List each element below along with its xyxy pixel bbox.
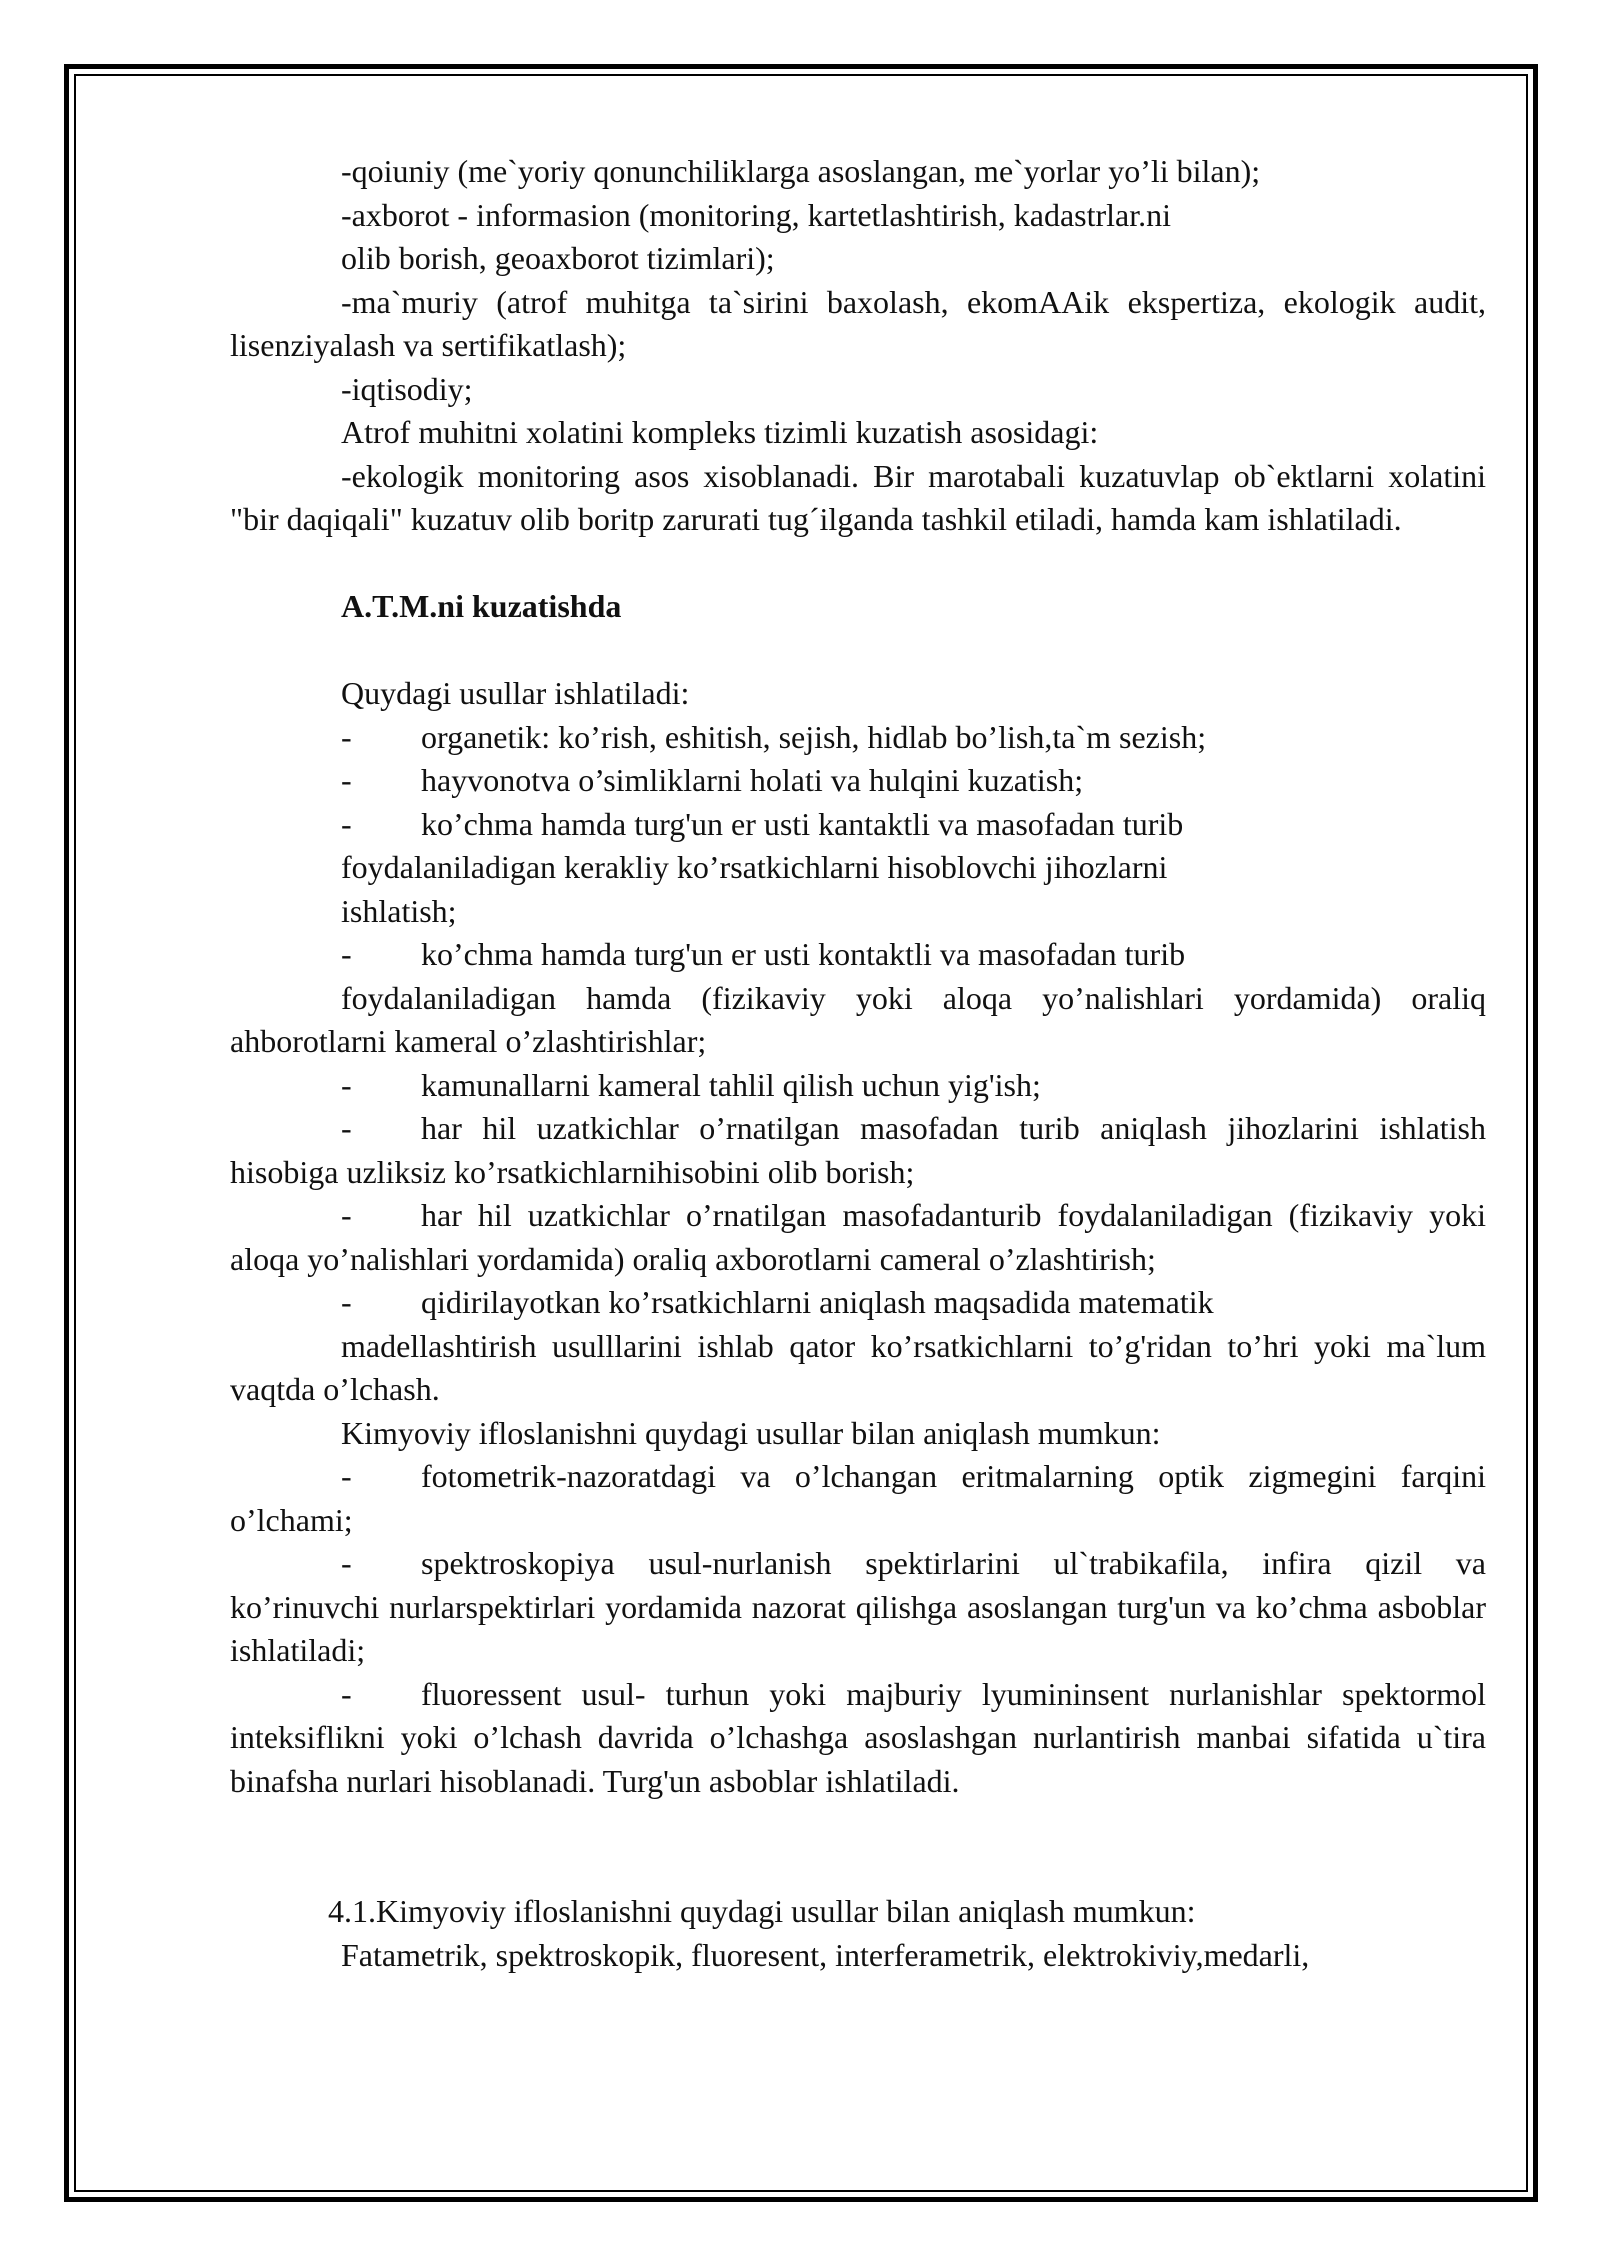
list-item-cont: madellashtirish usulllarini ishlab qator ko’rsatkichlarni to’g'ridan to’hri yoki ma`lum vaqtda o’lchash. (230, 1327, 1486, 1407)
list-item: - har hil uzatkichlar o’rnatilgan masofadan turib aniqlash jihozlarini ishlatish hisobiga uzliksiz ko’rsatkichlarnihisobini olib borish; (230, 1110, 1486, 1190)
paragraph-information-cont: olib borish, geoaxborot tizimlari); (341, 240, 775, 276)
list-item: - organetik: ko’rish, eshitish, sejish, hidlab bo’lish,ta`m sezish; (341, 718, 1207, 755)
list-item: - qidirilayotkan ko’rsatkichlarni aniqlash maqsadida matematik (341, 1284, 1214, 1320)
list-item-cont: foydalaniladigan hamda (fizikaviy yoki aloqa yo’nalishlari yordamida) oraliq ahborotlarni kameral o’zlashtirishlar; (230, 979, 1486, 1059)
list-item: - hayvonotva o’simliklarni holati va hulqini kuzatish; (341, 762, 1084, 798)
list-item: - fotometrik-nazoratdagi va o’lchangan eritmalarning optik zigmegini farqini o’lchami; (230, 1458, 1486, 1538)
list-item: - ko’chma hamda turg'un er usti kontaktli va masofadan turib (341, 936, 1186, 972)
chemical-intro: Kimyoviy ifloslanishni quydagi usullar bilan aniqlash mumkun: (341, 1414, 1161, 1451)
list-item-cont: ishlatish; (341, 892, 457, 929)
section-title: 4.1.Kimyoviy ifloslanishni quydagi usullar bilan aniqlash mumkun: (328, 1893, 1196, 1929)
list-item: - kamunallarni kameral tahlil qilish uchun yig'ish; (341, 1066, 1041, 1103)
list-item: - har hil uzatkichlar o’rnatilgan masofadanturib foydalaniladigan (fizikaviy yoki aloqa yo’nalishlari yordamida) oraliq axborotlarni cameral o’zlashtirish; (230, 1197, 1486, 1277)
document-body (230, 150, 1486, 1977)
methods-intro: Quydagi usullar ishlatiladi: (341, 675, 690, 711)
paragraph-legal: -qoiuniy (me`yoriy qonunchiliklarga asoslangan, me`yorlar yo’li bilan); (341, 153, 1261, 189)
paragraph-administrative: -ma`muriy (atrof muhitga ta`sirini baxolash, ekomAAik ekspertiza, ekologik audit, lisenziyalash va sertifikatlash); (230, 283, 1486, 363)
list-item: - fluoressent usul- turhun yoki majburiy lyumininsent nurlanishlar spektormol inteksiflikni yoki o’lchash davrida o’lchashga asoslashgan nurlantirish manbai sifatida u`tira binafsha nurlari hisoblanadi. Turg'un asboblar ishlatiladi. (230, 1675, 1486, 1799)
list-item: - ko’chma hamda turg'un er usti kantaktli va masofadan turib (341, 805, 1184, 842)
list-item-cont: foydalaniladigan kerakliy ko’rsatkichlarni hisoblovchi jihozlarni (341, 849, 1168, 885)
paragraph-information: -axborot - informasion (monitoring, kartetlashtirish, kadastrlar.ni (341, 196, 1172, 233)
list-item: - spektroskopiya usul-nurlanish spektirlarini ul`trabikafila, infira qizil va ko’rinuvchi nurlarspektirlari yordamida nazorat qilishga asoslangan turg'un va ko’chma asboblar ishlatiladi; (230, 1545, 1486, 1668)
section-text: Fatametrik, spektroskopik, fluoresent, interferametrik, elektrokiviy,medarli, (341, 1936, 1310, 1973)
section-heading: A.T.M.ni kuzatishda (341, 588, 622, 624)
paragraph-economic: -iqtisodiy; (341, 370, 473, 407)
paragraph-ecological-monitoring: -ekologik monitoring asos xisoblanadi. Bir marotabali kuzatuvlap ob`ektlarni xolatini "bir daqiqali" kuzatuv olib boritp zarurati tug´ilganda tashkil etiladi, hamda kam ishlatiladi. (230, 457, 1486, 537)
paragraph-complex-observation: Atrof muhitni xolatini kompleks tizimli kuzatish asosidagi: (341, 414, 1099, 450)
